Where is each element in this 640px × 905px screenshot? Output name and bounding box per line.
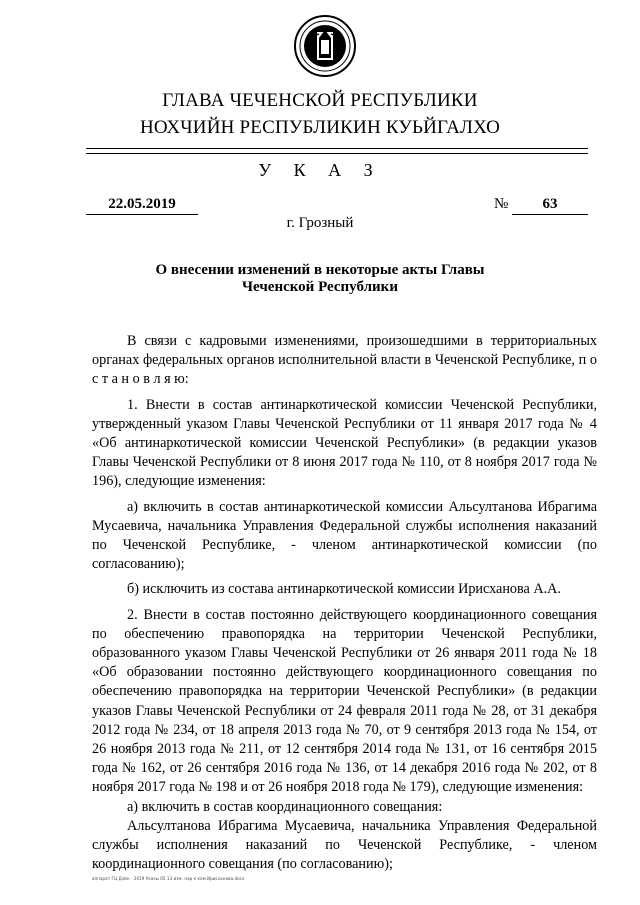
paragraph-2a: а) включить в состав координационного совещания:: [127, 798, 443, 815]
number-sign: №: [494, 196, 509, 212]
document-type: У К А З: [258, 160, 382, 180]
paragraph-1a: а) включить в состав антинаркотической комиссии Альсултанова Ибрагима Мусаевича, начальника Управления Федеральной службы исполнения наказаний по Чеченской Республике, - членом антинаркотической комиссии (по согласованию);: [92, 498, 597, 573]
paragraph-preamble: В связи с кадровыми изменениями, произошедшими в территориальных органах федеральных органов исполнительной власти в Чеченской Республике, п о с т а н о в л я ю:: [92, 333, 597, 388]
paragraph-2a-member: Альсултанова Ибрагима Мусаевича, начальника Управления Федеральной службы исполнения наказаний по Чеченской Республике, - членом координационного совещания (по согласованию);: [92, 817, 597, 873]
paragraph-1: 1. Внести в состав антинаркотической комиссии Чеченской Республики, утвержденный указом Главы Чеченской Республики от 11 января 2017 года № 4 «Об антинаркотической комиссии Чеченской Республики» (в редакции указов Главы Чеченской Республики от 8 июня 2017 года № 110, от 8 ноября 2017 года № 196), следующие изменения:: [92, 396, 597, 490]
document-city: г. Грозный: [286, 215, 354, 231]
document-date: 22.05.2019: [86, 196, 198, 215]
file-path-footer: аппарат ГЦ Дэйн - 2019 Указы 05 13 изм. нар к ком.Ирисханова.docx: [92, 876, 245, 881]
header-line-1: ГЛАВА ЧЕЧЕНСКОЙ РЕСПУБЛИКИ: [162, 90, 478, 111]
document-title: О внесении изменений в некоторые акты Главы Чеченской Республики: [155, 262, 485, 295]
header-divider: [86, 148, 588, 154]
header-line-2: НОХЧИЙН РЕСПУБЛИКИН КУЬЙГАЛХО: [139, 117, 501, 138]
paragraph-2: 2. Внести в состав постоянно действующего координационного совещания по обеспечению правопорядка на территории Чеченской Республики, образованного указом Главы Чеченской Республики от 26 января 2011 года № 18 «Об образовании постоянно действующего координационного совещания по обеспечению правопорядка на территории Чеченской Республики» (в редакции указов Главы Чеченской Республики от 24 февраля 2011 года № 28, от 31 декабря 2012 года № 234, от 18 апреля 2013 года № 70, от 9 сентября 2013 года № 154, от 26 ноября 2013 года № 211, от 12 сентября 2014 года № 131, от 16 сентября 2015 года № 162, от 26 сентября 2016 года № 136, от 14 декабря 2016 года № 202, от 8 ноября 2017 года № 198 и от 26 ноября 2018 года № 179), следующие изменения:: [92, 606, 597, 796]
paragraph-1b: б) исключить из состава антинаркотической комиссии Ирисханова А.А.: [127, 581, 561, 598]
document-number: 63: [512, 196, 588, 215]
coat-of-arms-emblem: [293, 14, 357, 78]
document-body: [92, 332, 597, 874]
